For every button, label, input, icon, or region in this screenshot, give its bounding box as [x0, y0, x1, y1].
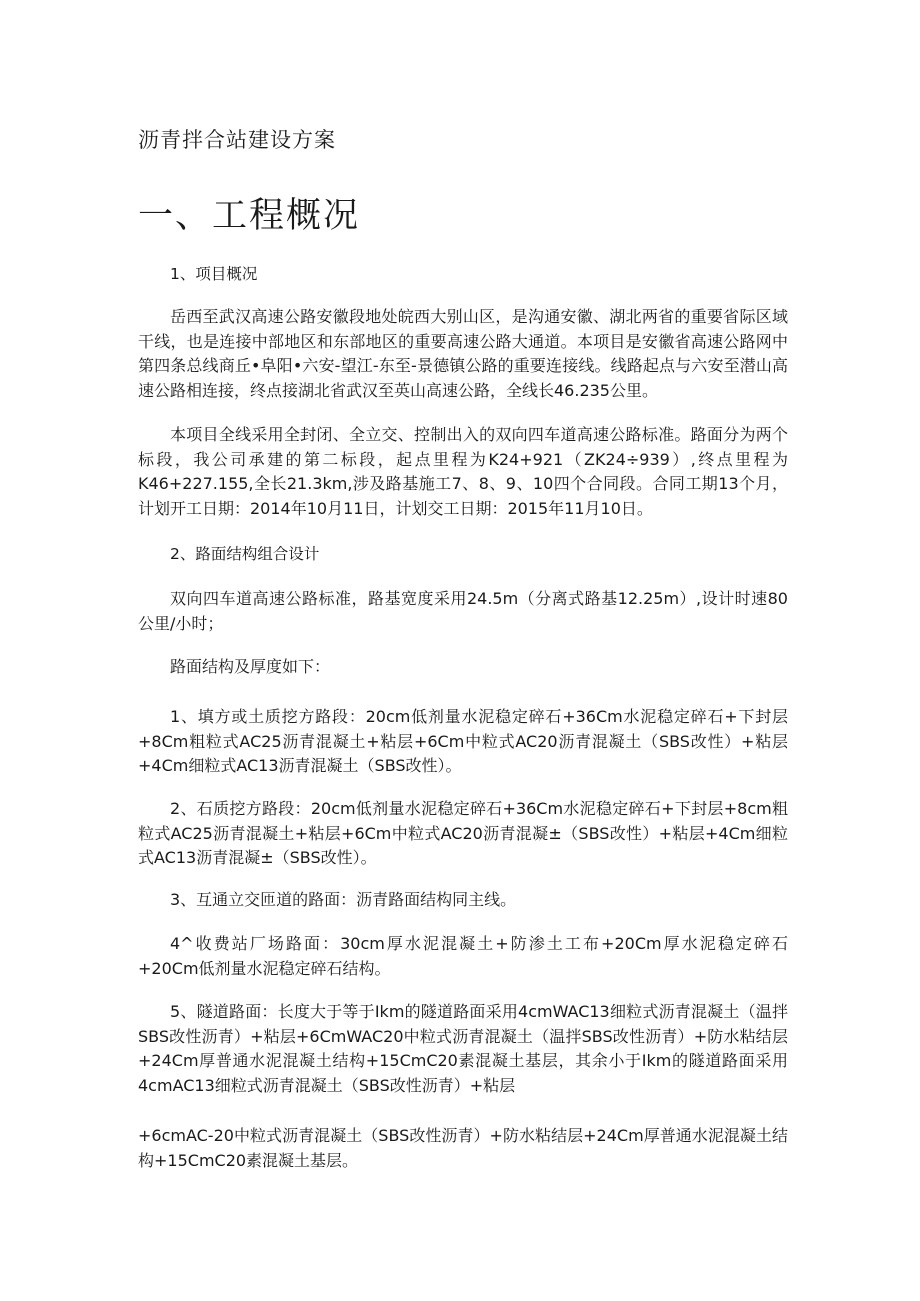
list-item-rock-cut-section: 2、石质挖方路段：20cm低剂量水泥稳定碎石+36Cm水泥稳定碎石+下封层+8cm粗粒式AC25沥青混凝土+粘层+6Cm中粒式AC20沥青混凝±（SBS改性）+粘层+4Cm细粒式AC13沥青混凝±（SBS改性）。 [138, 799, 788, 867]
list-item-fill-section: 1、填方或土质挖方路段：20cm低剂量水泥稳定碎石+36Cm水泥稳定碎石+下封层+8Cm粗粒式AC25沥青混凝土+粘层+6Cm中粒式AC20沥青混凝土（SBS改性）+粘层+4Cm细粒式AC13沥青混凝土（SBS改性）。 [138, 707, 788, 775]
list-item-interchange-ramp: 3、互通立交匝道的路面：沥青路面结构同主线。 [170, 890, 517, 909]
list-item-tunnel-pavement: 5、隧道路面：长度大于等于Ikm的隧道路面采用4cmWAC13细粒式沥青混凝土（温拌SBS改性沥青）+粘层+6CmWAC20中粒式沥青混凝土（温拌SBS改性沥青）+防水粘结层+24Cm厚普通水泥混凝土结构+15CmC20素混凝土基层，其余小于Ikm的隧道路面采用4cmAC13细粒式沥青混凝土（SBS改性沥青）+粘层 [138, 1002, 788, 1095]
paragraph-project-location: 岳西至武汉高速公路安徽段地处皖西大别山区，是沟通安徽、湖北两省的重要省际区域干线，也是连接中部地区和东部地区的重要高速公路大通道。本项目是安徽省高速公路网中第四条总线商丘•阜阳•六安-望江-东至-景德镇公路的重要连接线。线路起点与六安至潜山高速公路相连接，终点接湖北省武汉至英山高速公路，全线长46.235公里。 [138, 307, 788, 400]
paragraph-road-width: 双向四车道高速公路标准，路基宽度采用24.5m（分离式路基12.25m）,设计时速80公里/小时； [138, 589, 788, 633]
document-title: 沥青拌合站建设方案 [138, 128, 336, 152]
list-item-toll-plaza: 4^收费站厂场路面：30cm厚水泥混凝土+防渗土工布+20Cm厚水泥稳定碎石+20Cm低剂量水泥稳定碎石结构。 [138, 934, 788, 978]
section-heading-project-overview: 1、项目概况 [170, 265, 258, 283]
list-item-tunnel-pavement-continued: +6cmAC-20中粒式沥青混凝土（SBS改性沥青）+防水粘结层+24Cm厚普通水泥混凝土结构+15CmC20素混凝土基层。 [138, 1126, 788, 1170]
paragraph-project-standard: 本项目全线采用全封闭、全立交、控制出入的双向四车道高速公路标准。路面分为两个标段，我公司承建的第二标段，起点里程为K24+921（ZK24÷939）,终点里程为K46+227.155,全长21.3km,涉及路基施工7、8、9、10四个合同段。合同工期13个月，计划开工日期：2014年10月11日，计划交工日期：2015年11月10日。 [138, 425, 788, 518]
section-heading-pavement-design: 2、路面结构组合设计 [170, 545, 320, 563]
chapter-heading: 一、工程概况 [138, 196, 361, 236]
paragraph-structure-intro: 路面结构及厚度如下： [170, 657, 331, 676]
